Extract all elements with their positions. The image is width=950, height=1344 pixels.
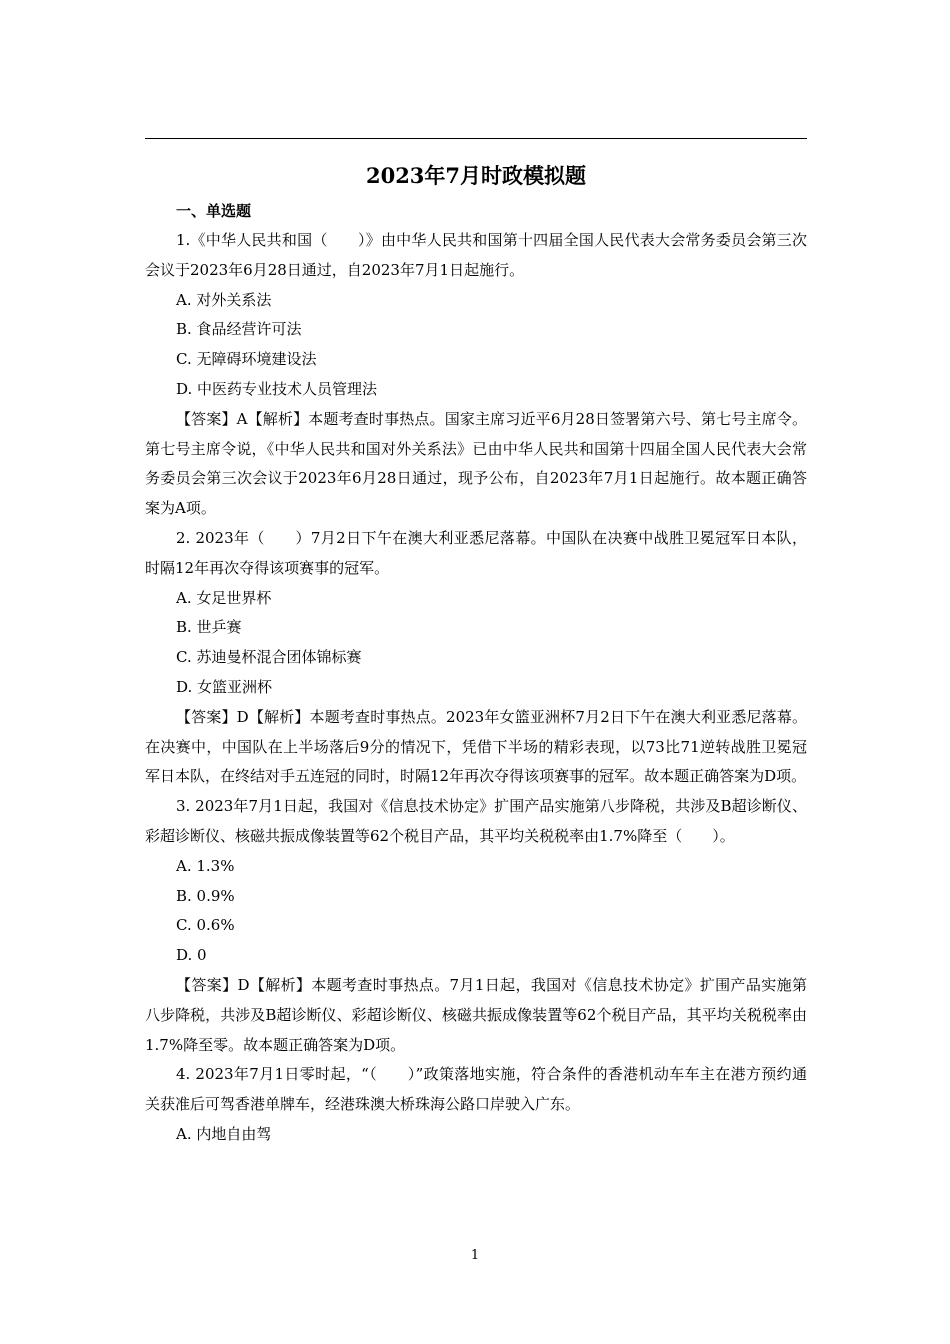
option-c: C. 0.6%: [176, 916, 235, 935]
option-d: D. 女篮亚洲杯: [176, 677, 273, 696]
option-b: B. 世乒赛: [176, 618, 242, 637]
question-4: [145, 1060, 807, 1149]
option-a: A. 女足世界杯: [176, 588, 272, 607]
option-a: A. 内地自由驾: [176, 1124, 272, 1143]
question-stem: 3. 2023年7月1日起，我国对《信息技术协定》扩围产品实施第八步降税，共涉及B超诊断仪、彩超诊断仪、核磁共振成像装置等62个税目产品，其平均关税税率由1.7%降至（ ）。: [145, 797, 807, 845]
option-c: C. 苏迪曼杯混合团体锦标赛: [176, 648, 362, 667]
page-content: [145, 156, 807, 1150]
option-b: B. 0.9%: [176, 886, 235, 905]
header-rule: [145, 138, 807, 139]
option-a: A. 对外关系法: [176, 290, 272, 309]
question-stem: 4. 2023年7月1日零时起，“（ ）”政策落地实施，符合条件的香港机动车车主在港方预约通关获准后可驾香港单牌车，经港珠澳大桥珠海公路口岸驶入广东。: [145, 1065, 807, 1114]
question-1: [145, 226, 807, 524]
option-b: B. 食品经营许可法: [176, 320, 302, 339]
answer-explanation: 【答案】D【解析】本题考查时事热点。7月1日起，我国对《信息技术协定》扩围产品实施第八步降税，共涉及B超诊断仪、彩超诊断仪、核磁共振成像装置等62个税目产品，其平均关税税率由1.7%降至零。故本题正确答案为D项。: [145, 975, 807, 1054]
option-a: A. 1.3%: [176, 856, 235, 875]
answer-explanation: 【答案】A【解析】本题考查时事热点。国家主席习近平6月28日签署第六号、第七号主席令。第七号主席令说，《中华人民共和国对外关系法》已由中华人民共和国第十四届全国人民代表大会常务委员会第三次会议于2023年6月28日通过，现予公布，自2023年7月1日起施行。故本题正确答案为A项。: [145, 409, 807, 518]
page-title: 2023年7月时政模拟题: [365, 163, 587, 188]
answer-explanation: 【答案】D【解析】本题考查时事热点。2023年女篮亚洲杯7月2日下午在澳大利亚悉尼落幕。在决赛中，中国队在上半场落后9分的情况下，凭借下半场的精彩表现，以73比71逆转战胜卫冕冠军日本队，在终结对手五连冠的同时，时隔12年再次夺得该项赛事的冠军。故本题正确答案为D项。: [145, 707, 807, 786]
question-stem: 1.《中华人民共和国（ ）》由中华人民共和国第十四届全国人民代表大会常务委员会第三次会议于2023年6月28日通过，自2023年7月1日起施行。: [145, 231, 807, 279]
question-2: [145, 524, 807, 792]
question-3: [145, 792, 807, 1060]
question-stem: 2. 2023年（ ）7月2日下午在澳大利亚悉尼落幕。中国队在决赛中战胜卫冕冠军日本队，时隔12年再次夺得该项赛事的冠军。: [145, 528, 807, 577]
option-d: D. 0: [176, 946, 207, 965]
option-d: D. 中医药专业技术人员管理法: [176, 379, 378, 398]
page-number: 1: [470, 1248, 480, 1263]
option-c: C. 无障碍环境建设法: [176, 350, 317, 369]
section-heading: 一、单选题: [176, 202, 252, 220]
